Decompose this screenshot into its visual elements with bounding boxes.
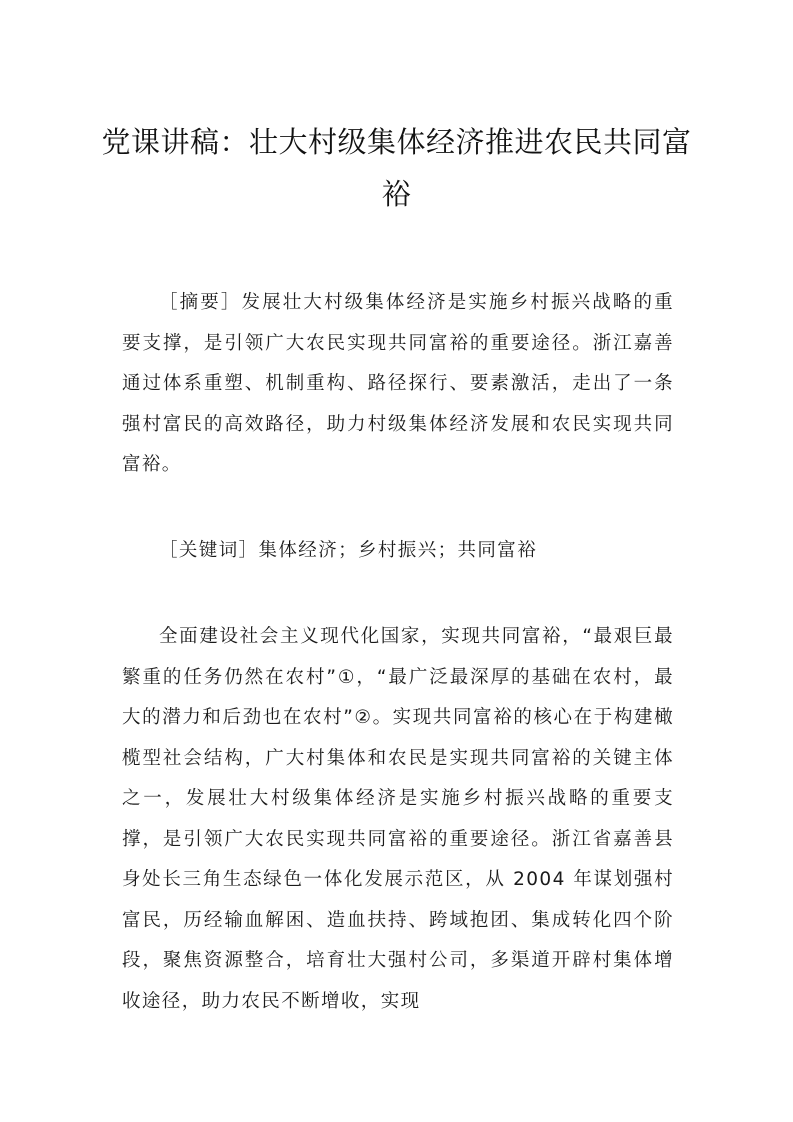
document-title: 党课讲稿：壮大村级集体经济推进农民共同富裕 xyxy=(101,125,692,211)
abstract-paragraph: ［摘要］发展壮大村级集体经济是实施乡村振兴战略的重要支撑，是引领广大农民实现共同富裕的重要途径。浙江嘉善通过体系重塑、机制重构、路径探行、要素激活，走出了一条强村富民的高效路径，助力村级集体经济发展和农民实现共同富裕。 xyxy=(122,292,674,475)
keywords-paragraph: ［关键词］集体经济；乡村振兴；共同富裕 xyxy=(159,540,538,561)
body-paragraph: 全面建设社会主义现代化国家，实现共同富裕，“最艰巨最繁重的任务仍然在农村”①，“最广泛最深厚的基础在农村，最大的潜力和后劲也在农村”②。实现共同富裕的核心在于构建橄榄型社会结构，广大村集体和农民是实现共同富裕的关键主体之一，发展壮大村级集体经济是实施乡村振兴战略的重要支撑，是引领广大农民实现共同富裕的重要途径。浙江省嘉善县身处长三角生态绿色一体化发展示范区，从 2004 年谋划强村富民，历经输血解困、造血扶持、跨域抱团、集成转化四个阶段，聚焦资源整合，培育壮大强村公司，多渠道开辟村集体增收途径，助力农民不断增收，实现 xyxy=(122,626,674,1012)
